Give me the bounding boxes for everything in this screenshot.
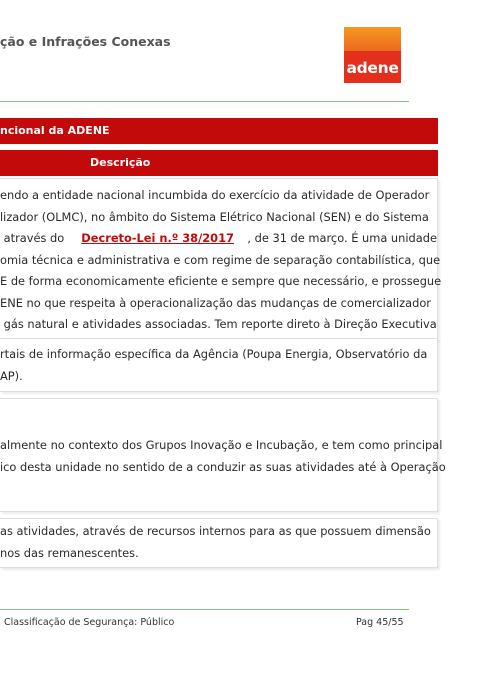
header-divider [0, 101, 409, 102]
adene-logo [344, 27, 401, 83]
text-line: ENE no que respeita à operacionalização das mudanças de comercializador [0, 295, 431, 310]
text-line: almente no contexto dos Grupos Inovação e Incubação, e tem como principal [0, 438, 443, 452]
text-line: nos das remanescentes. [0, 545, 139, 560]
footer-divider [0, 609, 409, 610]
column-header-description: Descrição [90, 156, 151, 169]
description-cell-3 [0, 398, 446, 512]
text-line: rtais de informação específica da Agência (Poupa Energia, Observatório da [0, 347, 428, 361]
text-line: E de forma economicamente eficiente e sempre que necessário, e prossegue [0, 274, 442, 288]
section-title-bar [0, 118, 438, 144]
text-line: endo a entidade nacional incumbida do exercício da atividade de Operador [0, 188, 430, 202]
text-line: omia técnica e administrativa e com regime de separação contabilística, que [0, 252, 441, 267]
description-cell-2 [0, 338, 438, 392]
description-cell-4 [0, 518, 438, 568]
decree-link[interactable]: Decreto-Lei n.º 38/2017 [81, 231, 234, 245]
page-number: Pag 45/55 [356, 617, 404, 628]
column-header-bar [0, 150, 438, 176]
security-classification: Classificação de Segurança: Público [4, 617, 175, 628]
logo-orange-band [344, 27, 401, 51]
logo-wordmark: adene [346, 59, 399, 77]
text-line: AP). [0, 368, 23, 383]
text-line: lizador (OLMC), no âmbito do Sistema Elétrico Nacional (SEN) e do Sistema [0, 209, 429, 224]
text-line: as atividades, através de recursos internos para as que possuem dimensão [0, 524, 431, 538]
document-header-title: ção e Infrações Conexas [0, 34, 171, 49]
text-line: através do Decreto-Lei n.º 38/2017 , de 31 de março. É uma unidade [0, 228, 437, 250]
description-cell-1 [0, 178, 442, 340]
text-line: gás natural e atividades associadas. Tem reporte direto à Direção Executiva [0, 317, 437, 331]
section-title: ncional da ADENE [0, 124, 110, 137]
text-line: ico desta unidade no sentido de a conduzir as suas atividades até à Operação [0, 459, 446, 474]
